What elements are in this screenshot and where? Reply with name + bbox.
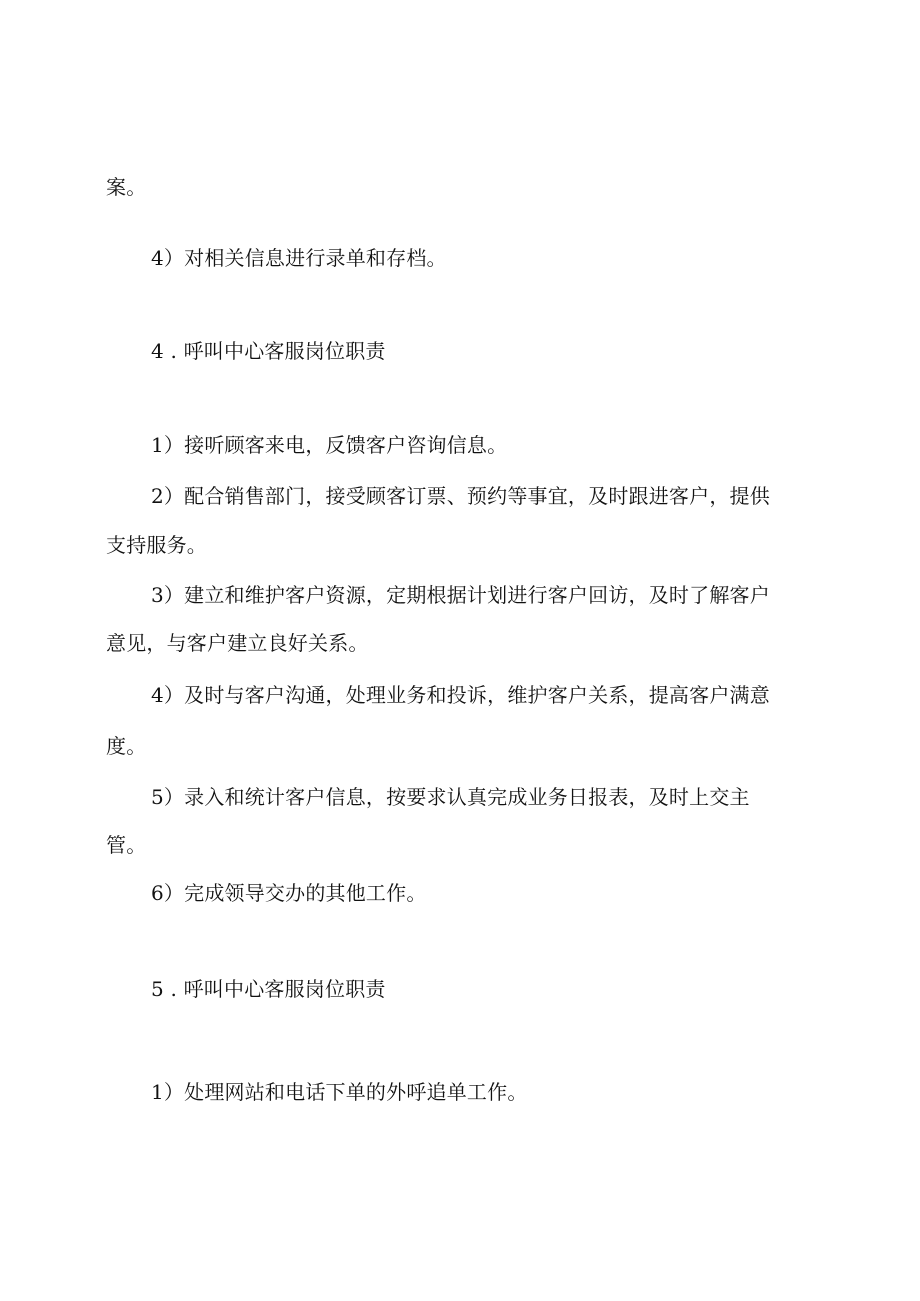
continuation-text: 案。 bbox=[106, 175, 147, 199]
list-item-continuation: 意见，与客户建立良好关系。 bbox=[106, 631, 369, 655]
list-item-continuation: 支持服务。 bbox=[106, 533, 207, 557]
section-heading: 5 . 呼叫中心客服岗位职责 bbox=[151, 977, 386, 1001]
list-item: 4）对相关信息进行录单和存档。 bbox=[151, 246, 447, 270]
list-item-continuation: 度。 bbox=[106, 734, 147, 758]
section-heading: 4 . 呼叫中心客服岗位职责 bbox=[151, 339, 386, 363]
list-item: 6）完成领导交办的其他工作。 bbox=[151, 881, 427, 905]
list-item: 2）配合销售部门，接受顾客订票、预约等事宜，及时跟进客户，提供 bbox=[151, 484, 770, 508]
list-item: 1）处理网站和电话下单的外呼追单工作。 bbox=[151, 1080, 528, 1104]
list-item: 5）录入和统计客户信息，按要求认真完成业务日报表，及时上交主 bbox=[151, 785, 750, 809]
list-item-continuation: 管。 bbox=[106, 833, 147, 857]
list-item: 4）及时与客户沟通，处理业务和投诉，维护客户关系，提高客户满意 bbox=[151, 683, 770, 707]
list-item: 3）建立和维护客户资源，定期根据计划进行客户回访，及时了解客户 bbox=[151, 583, 770, 607]
list-item: 1）接听顾客来电，反馈客户咨询信息。 bbox=[151, 433, 508, 457]
